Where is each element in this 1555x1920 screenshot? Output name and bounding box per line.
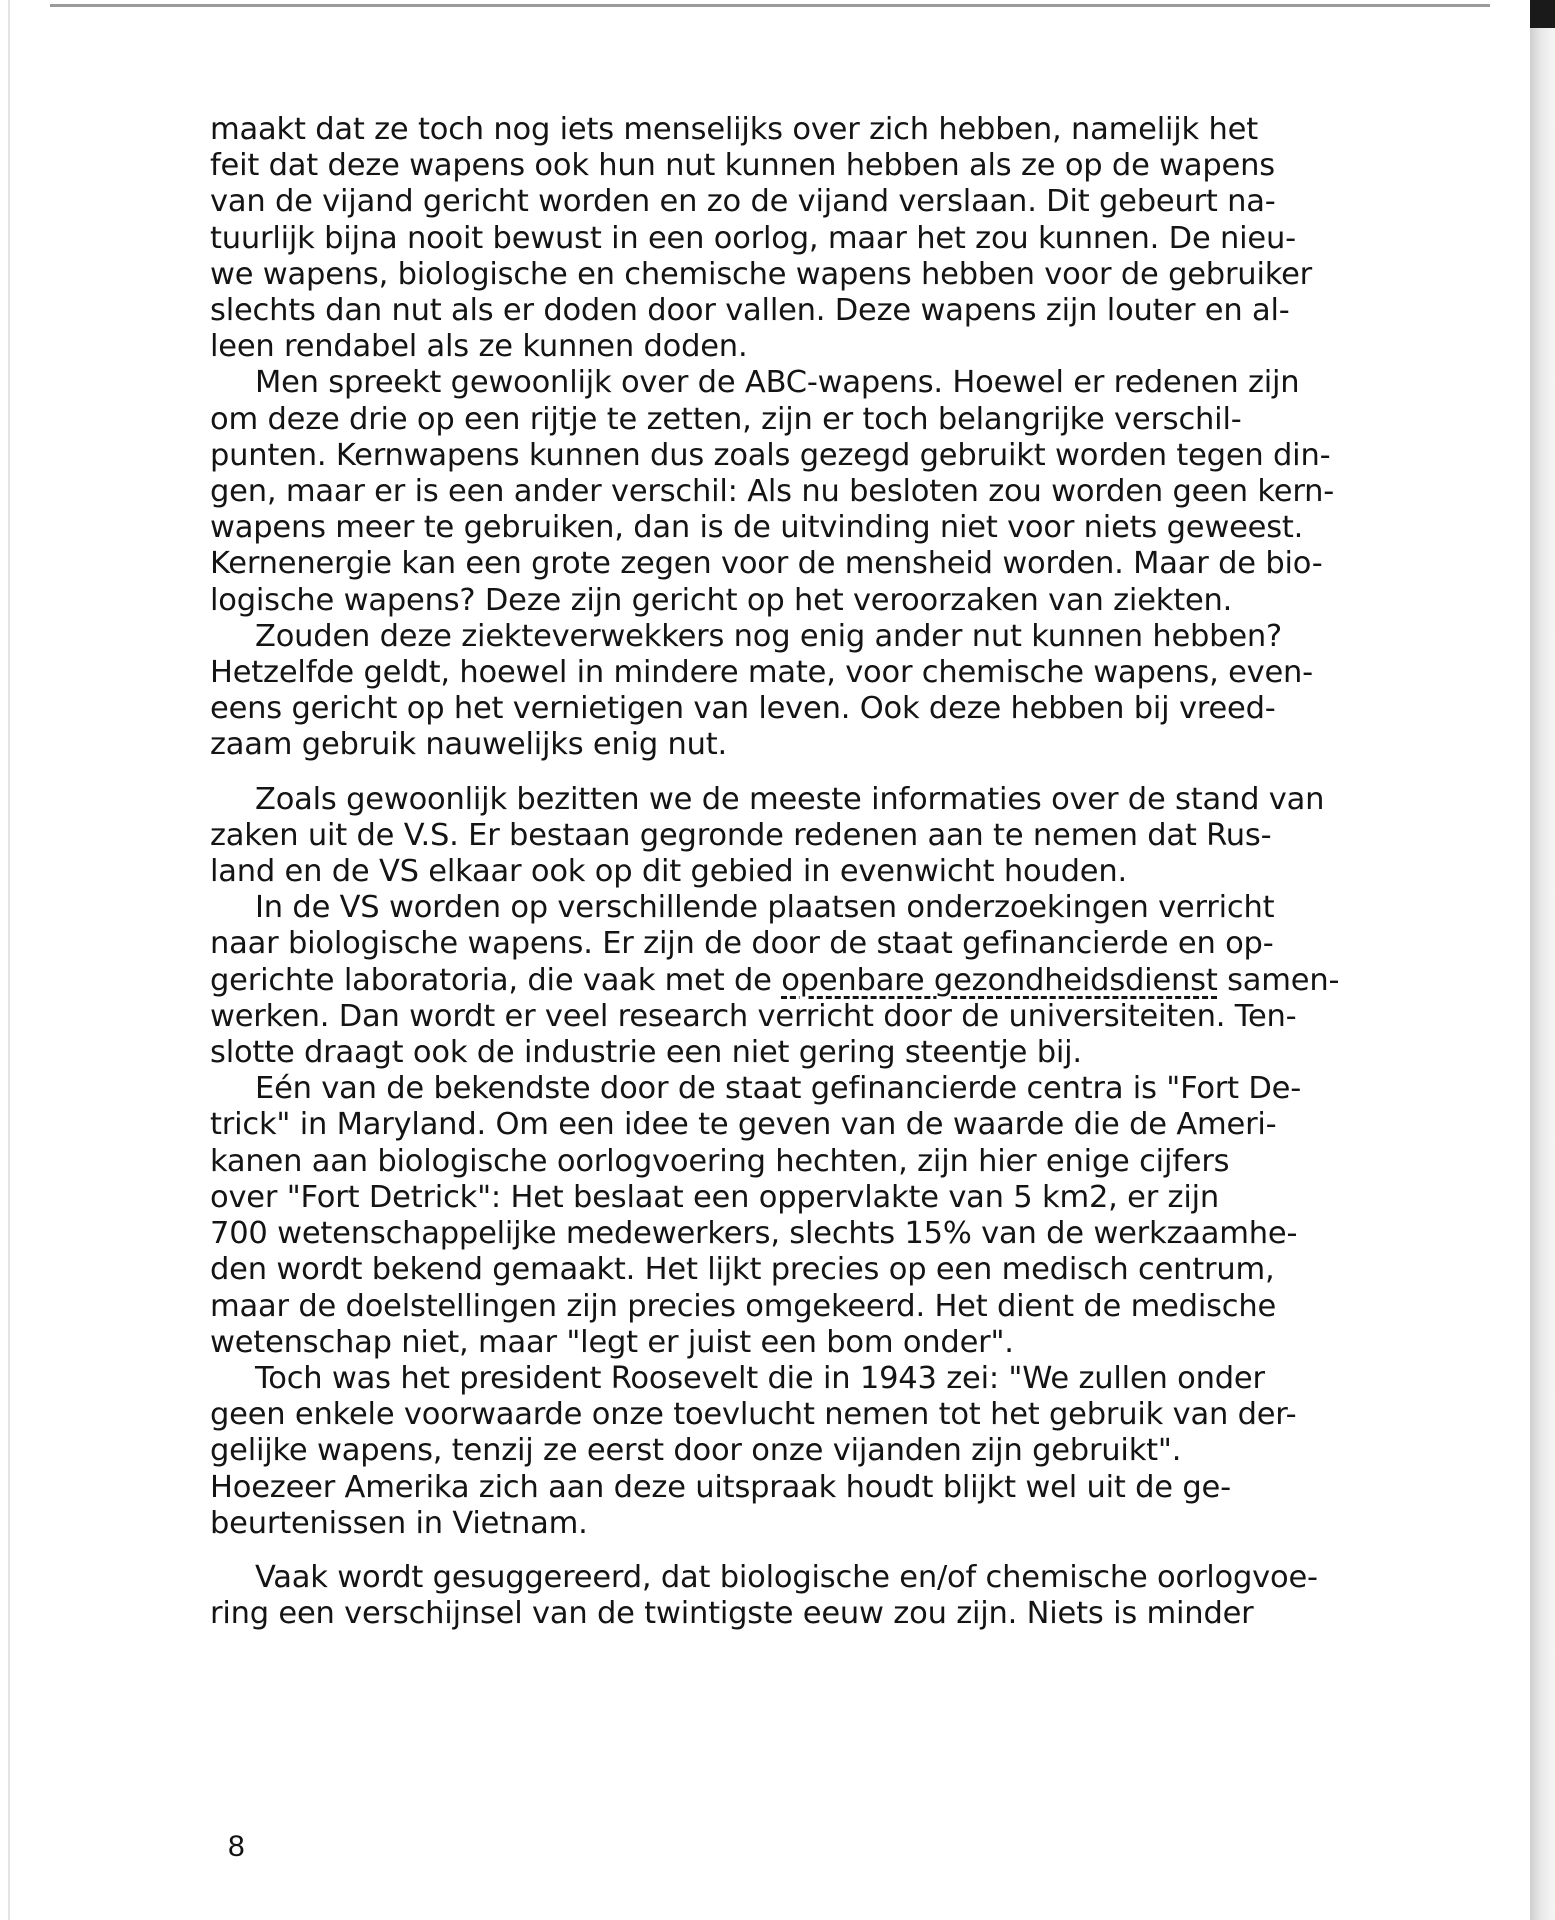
text-line: over "Fort Detrick": Het beslaat een oppervlakte van 5 km2, er zijn: [210, 1179, 1220, 1215]
paragraph: [210, 1361, 1410, 1542]
text-line: trick" in Maryland. Om een idee te geven van de waarde die de Ameri-: [210, 1107, 1277, 1143]
paragraph: [210, 619, 1410, 764]
text-line: zaken uit de V.S. Er bestaan gegronde redenen aan te nemen dat Rus-: [210, 817, 1272, 853]
paragraph: [210, 890, 1410, 1071]
text-line: tuurlijk bijna nooit bewust in een oorlog, maar het zou kunnen. De nieu-: [210, 220, 1296, 256]
text-line: Zouden deze ziekteverwekkers nog enig ander nut kunnen hebben?: [255, 618, 1283, 654]
page-body: [210, 112, 1410, 1632]
text-line: den wordt bekend gemaakt. Het lijkt precies op een medisch centrum,: [210, 1252, 1275, 1288]
text-line: maar de doelstellingen zijn precies omgekeerd. Het dient de medische: [210, 1288, 1277, 1324]
text-line: wetenschap niet, maar "legt er juist een bom onder".: [210, 1324, 1014, 1360]
paragraph-spacer: [210, 1542, 1410, 1560]
text-line: Men spreekt gewoonlijk over de ABC-wapens. Hoewel er redenen zijn: [255, 365, 1300, 401]
text-line: naar biologische wapens. Er zijn de door de staat gefinancierde en op-: [210, 926, 1274, 962]
text-line: Zoals gewoonlijk bezitten we de meeste informaties over de stand van: [255, 781, 1325, 817]
text-line: werken. Dan wordt er veel research verricht door de universiteiten. Ten-: [210, 998, 1297, 1034]
text-line: Vaak wordt gesuggereerd, dat biologische en/of chemische oorlogvoe-: [255, 1559, 1318, 1595]
text-line: Toch was het president Roosevelt die in 1943 zei: "We zullen onder: [255, 1360, 1265, 1396]
text-line: wapens meer te gebruiken, dan is de uitvinding niet voor niets geweest.: [210, 510, 1304, 546]
text-segment: samen-: [1217, 962, 1340, 998]
text-line: gelijke wapens, tenzij ze eerst door onze vijanden zijn gebruikt".: [210, 1433, 1182, 1469]
text-line: om deze drie op een rijtje te zetten, zijn er toch belangrijke verschil-: [210, 401, 1242, 437]
page-left-edge: [8, 0, 10, 1920]
text-segment: gerichte laboratoria, die vaak met de: [210, 962, 782, 998]
paragraph: [210, 1560, 1410, 1632]
page-binding-shadow: [1530, 0, 1555, 1920]
text-line: Eén van de bekendste door de staat gefinancierde centra is "Fort De-: [255, 1071, 1302, 1107]
paragraph: [210, 112, 1410, 365]
text-line: we wapens, biologische en chemische wapens hebben voor de gebruiker: [210, 256, 1312, 292]
page-top-edge: [50, 4, 1490, 7]
text-line: 700 wetenschappelijke medewerkers, slechts 15% van de werkzaamhe-: [210, 1216, 1298, 1252]
text-line: leen rendabel als ze kunnen doden.: [210, 329, 748, 365]
text-line: geen enkele voorwaarde onze toevlucht nemen tot het gebruik van der-: [210, 1397, 1297, 1433]
paragraph-spacer: [210, 764, 1410, 782]
text-line: In de VS worden op verschillende plaatsen onderzoekingen verricht: [255, 890, 1275, 926]
text-line: van de vijand gericht worden en zo de vijand verslaan. Dit gebeurt na-: [210, 184, 1276, 220]
text-line: zaam gebruik nauwelijks enig nut.: [210, 727, 728, 763]
text-line: punten. Kernwapens kunnen dus zoals gezegd gebruikt worden tegen din-: [210, 437, 1331, 473]
text-line: ring een verschijnsel van de twintigste eeuw zou zijn. Niets is minder: [210, 1596, 1254, 1632]
text-line: Hoezeer Amerika zich aan deze uitspraak houdt blijkt wel uit de ge-: [210, 1469, 1231, 1505]
paragraph: [210, 365, 1410, 618]
text-line: Kernenergie kan een grote zegen voor de mensheid worden. Maar de bio-: [210, 546, 1323, 582]
text-line: feit dat deze wapens ook hun nut kunnen hebben als ze op de wapens: [210, 148, 1275, 184]
paragraph: [210, 782, 1410, 891]
page-corner-dark: [1530, 0, 1555, 28]
page-number: 8: [228, 1830, 245, 1863]
text-line: logische wapens? Deze zijn gericht op het veroorzaken van ziekten.: [210, 582, 1233, 618]
text-line: slechts dan nut als er doden door vallen. Deze wapens zijn louter en al-: [210, 293, 1290, 329]
text-line: Hetzelfde geldt, hoewel in mindere mate, voor chemische wapens, even-: [210, 655, 1313, 691]
text-line: beurtenissen in Vietnam.: [210, 1505, 588, 1541]
underlined-phrase: openbare gezondheidsdienst: [781, 962, 1218, 998]
text-line: maakt dat ze toch nog iets menselijks over zich hebben, namelijk het: [210, 112, 1258, 147]
text-line-with-underline: [210, 963, 1410, 999]
paragraph: [210, 1071, 1410, 1361]
text-line: kanen aan biologische oorlogvoering hechten, zijn hier enige cijfers: [210, 1143, 1230, 1179]
text-line: gen, maar er is een ander verschil: Als nu besloten zou worden geen kern-: [210, 474, 1335, 510]
text-line: land en de VS elkaar ook op dit gebied in evenwicht houden.: [210, 854, 1127, 890]
text-line: eens gericht op het vernietigen van leven. Ook deze hebben bij vreed-: [210, 691, 1276, 727]
text-line: slotte draagt ook de industrie een niet gering steentje bij.: [210, 1035, 1082, 1071]
